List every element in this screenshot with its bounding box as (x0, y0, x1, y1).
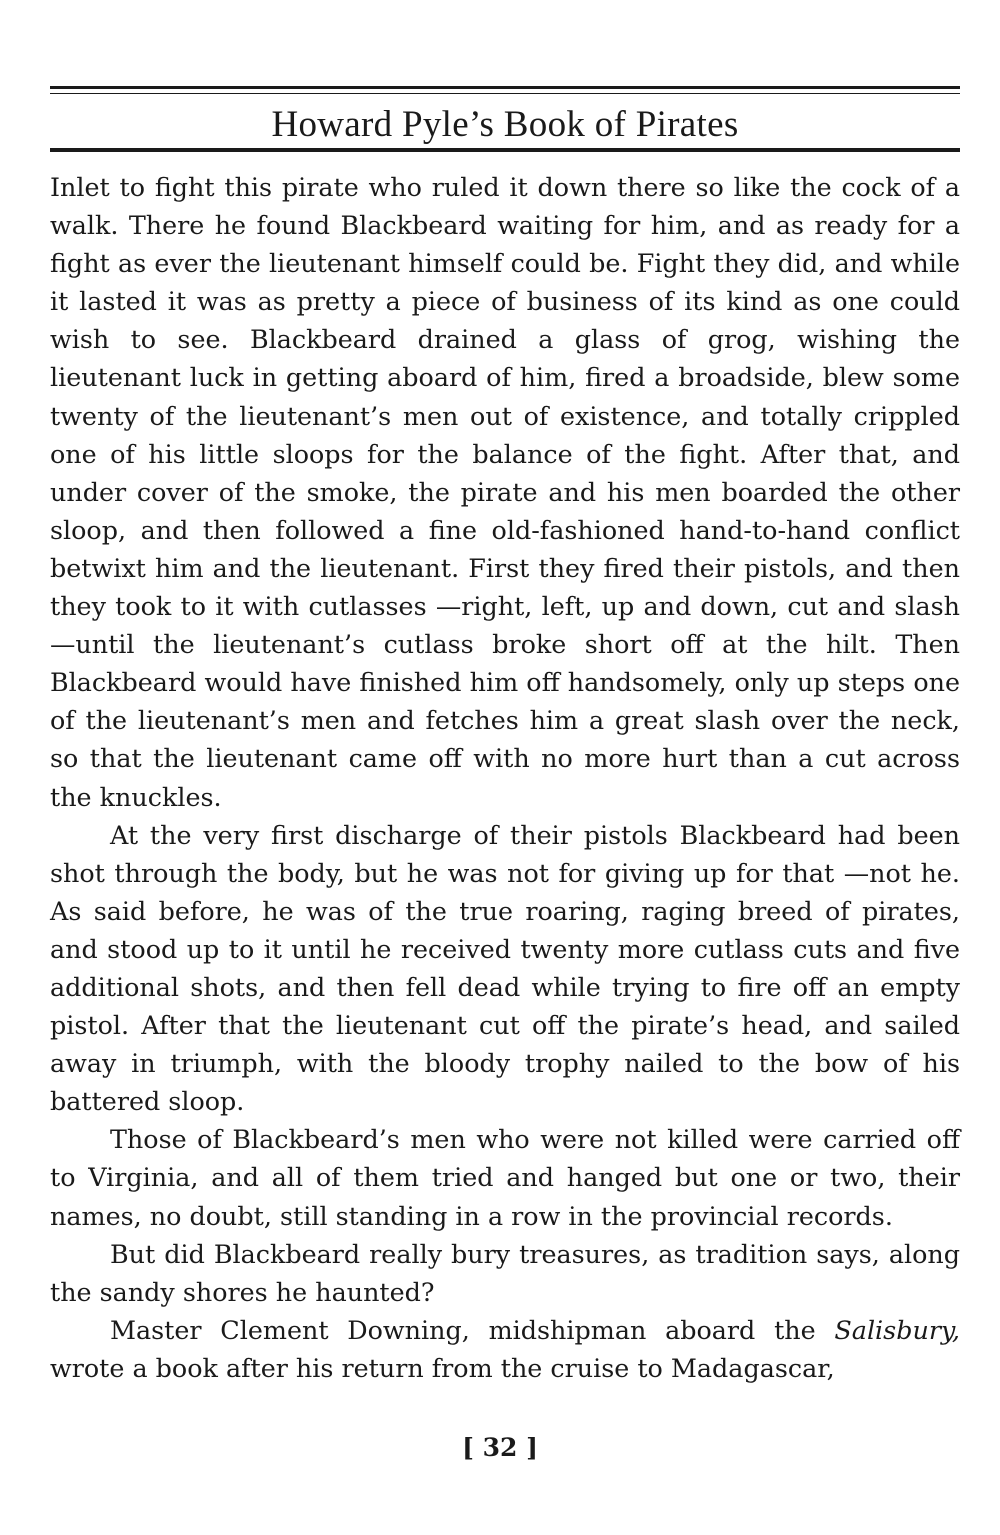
header-rule-thick (50, 86, 960, 89)
paragraph-3: Those of Blackbeard’s men who were not killed were carried off to Virginia, and all of them tried and hanged but one or two, their names, no doubt, still standing in a row in the provincial records. (50, 1124, 960, 1231)
header-rule-bottom (50, 148, 960, 152)
book-page (50, 80, 960, 1387)
paragraph-1: Inlet to fight this pirate who ruled it down there so like the cock of a walk. There he found Blackbeard waiting for him, and as ready for a fight as ever the lieutenant himself could be. Fight they did, and while it lasted it was as pretty a piece of business of its kind as one could wish to see. Blackbeard drained a glass of grog, wishing the lieutenant luck in getting aboard of him, fired a broadside, blew some twenty of the lieutenant’s men out of existence, and totally crippled one of his little sloops for the balance of the fight. After that, and under cover of the smoke, the pirate and his men boarded the other sloop, and then followed a fine old-fashioned hand-to-hand conflict betwixt him and the lieutenant. First they fired their pistols, and then they took to it with cutlasses —right, left, up and down, cut and slash—until the lieutenant’s cutlass broke short off at the hilt. Then Blackbeard would have finished him off handsomely, only up steps one of the lieutenant’s men and fetches him a great slash over the neck, so that the lieutenant came off with no more hurt than a cut across the knuckles. (50, 172, 960, 812)
paragraph-5 (50, 1311, 960, 1387)
paragraph-2: At the very first discharge of their pistols Blackbeard had been shot through the body, but he was not for giving up for that —not he. As said before, he was of the true roaring, raging breed of pirates, and stood up to it until he received twenty more cutlass cuts and five additional shots, and then fell dead while trying to fire off an empty pistol. After that the lieutenant cut off the pirate’s head, and sailed away in triumph, with the bloody trophy nailed to the bow of his battered sloop. (50, 819, 960, 1117)
running-title: Howard Pyle’s Book of Pirates (271, 104, 739, 145)
paragraph-4: But did Blackbeard really bury treasures, as tradition says, along the sandy shores he haunted? (50, 1238, 960, 1307)
paragraph-5-end: wrote a book after his return from the cruise to Madagascar, (50, 1352, 835, 1383)
ship-name-italic: Salisbury, (834, 1314, 960, 1345)
paragraph-5-start: Master Clement Downing, midshipman aboard the (110, 1314, 835, 1345)
page-number: [ 32 ] (462, 1433, 538, 1462)
header-rule-thin (50, 93, 960, 94)
page-body (50, 168, 960, 1387)
